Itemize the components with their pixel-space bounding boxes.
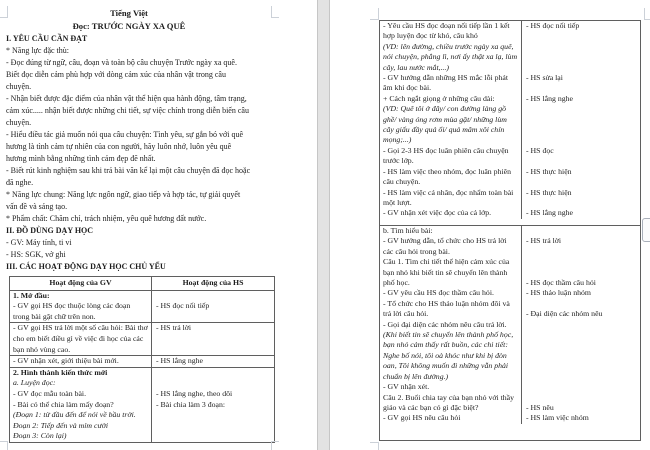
paragraph: III. CÁC HOẠT ĐỘNG DẠY HỌC CHỦ YẾU <box>6 262 166 271</box>
page1-body <box>6 33 252 273</box>
text-line: - Bài chia làm 3 đoạn: <box>156 399 226 409</box>
hs-cell <box>152 378 274 389</box>
text-line: - HS lắng nghe <box>156 356 203 366</box>
text-line: - GV nhận xét, giới thiệu bài mới. <box>13 356 119 366</box>
gv-cell <box>10 400 152 411</box>
paragraph: - Hiểu điều tác giả muốn nói qua câu chuyện: Tình yêu, sự gắn bó với quê hương là tình cảm tự nhiên của con người, hãy luôn nhớ, luôn yêu quê hương mình bằng những tình cảm đẹp đẽ nhất. <box>6 130 244 163</box>
text-line: - HS sửa lại <box>526 73 563 83</box>
gv-cell <box>10 291 152 302</box>
row-pair <box>380 257 640 278</box>
row-pair <box>380 288 640 298</box>
gv-column-header: Hoạt động của GV <box>10 277 152 290</box>
gv-cell <box>380 73 522 94</box>
row-pair <box>380 94 640 146</box>
gv-cell <box>10 421 152 432</box>
table-row <box>10 323 274 356</box>
hs-cell <box>152 368 274 379</box>
paragraph: - Nhận biết được đặc điểm của nhân vật thể hiện qua hành động, tâm trạng, cảm xúc..... nhận biết được những chi tiết, sự việc chính trong diễn biến câu chuyện. <box>6 94 249 127</box>
hs-cell <box>522 208 640 218</box>
hs-cell <box>522 320 640 393</box>
row-pair <box>10 291 274 302</box>
hs-cell <box>522 236 640 257</box>
row-pair <box>380 167 640 188</box>
table-body-page2 <box>380 21 640 440</box>
crop-mark <box>0 6 8 18</box>
gv-cell <box>380 288 522 298</box>
text-line: (VD: Quê tôi ở đây/ con đường làng gồ ghề/ vàng óng rơm mùa gặt/ những lùm cây giấu đầy quả ổi/ quả mâm xôi chín mọng;...) <box>383 104 507 145</box>
text-line: - GV gọi HS nêu câu hỏi <box>383 413 461 423</box>
text-line: + Cách ngắt giọng ở những câu dài: <box>383 93 495 103</box>
text-line: - Gọi đại diện các nhóm nêu câu trả lời. <box>383 319 507 329</box>
gv-cell <box>380 188 522 209</box>
hs-cell <box>152 291 274 302</box>
row-pair <box>10 431 274 442</box>
hs-cell <box>152 421 274 432</box>
text-line: - GV gọi HS trả lời một số câu hỏi: Bài thơ cho em biết điều gì về việc đi học của các bạn nhỏ vùng cao. <box>13 323 148 354</box>
paragraph: * Năng lực chung: Năng lực ngôn ngữ, giao tiếp và hợp tác, tự giải quyết vấn đề và sáng tạo. <box>6 190 241 211</box>
text-line: - HS làm việc cá nhân, đọc nhẩm toàn bài một lượt. <box>383 187 514 207</box>
document-title-line1: Tiếng Việt <box>110 8 148 18</box>
hs-cell <box>522 278 640 288</box>
gv-cell <box>380 236 522 257</box>
text-line: - Bài có thể chia làm mấy đoạn? <box>13 399 114 409</box>
text-line: - GV nhận xét. <box>383 382 430 392</box>
hs-cell <box>152 323 274 355</box>
hs-cell <box>522 257 640 278</box>
gv-cell <box>380 208 522 218</box>
hs-cell <box>152 356 274 367</box>
hs-cell <box>152 410 274 421</box>
crop-mark <box>271 441 279 450</box>
text-line: - HS đọc <box>526 145 554 155</box>
text-line: - GV đọc mẫu toàn bài. <box>13 388 87 398</box>
page-gutter <box>317 0 330 450</box>
hs-cell <box>522 393 640 414</box>
crop-mark <box>271 6 279 18</box>
row-pair <box>380 299 640 320</box>
crop-mark <box>370 8 379 20</box>
row-pair <box>380 208 640 218</box>
text-line: b. Tìm hiểu bài: <box>383 226 433 235</box>
gv-cell <box>380 167 522 188</box>
text-line: - GV nhận xét việc đọc của cả lớp. <box>383 208 492 218</box>
text-line: - HS lắng nghe <box>526 93 573 103</box>
gv-cell <box>380 320 522 393</box>
text-line: - Gọi 2-3 HS đọc luân phiên câu chuyện trước lớp. <box>383 145 509 166</box>
text-line: - HS lắng nghe <box>526 208 573 218</box>
document-title-line2: Đọc: TRƯỚC NGÀY XA QUÊ <box>72 21 186 31</box>
table-header-row <box>10 277 274 291</box>
activity-table-page2 <box>379 20 641 441</box>
row-pair <box>380 393 640 414</box>
gv-cell <box>10 356 152 367</box>
row-pair <box>380 226 640 236</box>
row-pair <box>10 421 274 432</box>
hs-column-header: Hoạt động của HS <box>182 278 244 287</box>
text-line: - HS thảo luận nhóm <box>526 288 591 298</box>
row-pair <box>380 236 640 257</box>
hs-cell <box>152 389 274 400</box>
gv-cell <box>380 94 522 146</box>
hs-cell <box>522 21 640 73</box>
gv-cell <box>380 413 522 423</box>
paragraph: * Năng lực đặc thù: <box>6 46 69 55</box>
table-body-page1 <box>10 291 274 442</box>
hs-cell <box>522 299 640 320</box>
hs-cell <box>522 167 640 188</box>
text-line: - HS trả lời <box>526 236 562 246</box>
gv-cell <box>380 146 522 167</box>
hs-cell <box>522 226 640 236</box>
text-line: 2. Hình thành kiến thức mới <box>13 367 108 377</box>
hs-cell <box>522 94 640 146</box>
crop-mark <box>0 441 8 450</box>
text-line: - HS thực hiện <box>526 187 572 197</box>
paragraph: - Biết rút kinh nghiệm sau khi trả bài văn kể lại một câu chuyện đã đọc hoặc đã nghe. <box>6 166 251 187</box>
hs-cell <box>522 188 640 209</box>
row-pair <box>380 146 640 167</box>
document-page-1[interactable] <box>0 0 318 450</box>
text-line: - HS trả lời <box>156 323 192 333</box>
crop-mark <box>370 442 379 450</box>
row-pair <box>10 323 274 355</box>
gv-cell <box>380 299 522 320</box>
hs-cell <box>152 400 274 411</box>
paragraph: - HS: SGK, vở ghi <box>6 250 66 259</box>
table-row <box>10 291 274 324</box>
document-page-2[interactable] <box>330 0 650 450</box>
text-line: - Tổ chức cho HS thảo luận nhóm đôi và trả lời câu hỏi. <box>383 298 510 319</box>
paragraph: I. YÊU CẦU CẦN ĐẠT <box>6 34 88 43</box>
gv-cell <box>380 21 522 73</box>
text-line: - HS đọc thầm câu hỏi <box>526 278 596 288</box>
paragraph: * Phẩm chất: Chăm chỉ, trách nhiệm, yêu quê hương đất nước. <box>6 214 207 223</box>
row-pair <box>10 301 274 322</box>
text-line: - HS đọc nối tiếp <box>156 301 210 311</box>
row-pair <box>10 389 274 400</box>
text-line: - GV yêu cầu HS đọc thầm câu hỏi. <box>383 288 494 298</box>
gv-cell <box>10 301 152 322</box>
text-line: (Đoạn 1: từ đầu đến để nói về bầu trời. <box>13 410 136 420</box>
crop-mark <box>644 8 650 20</box>
paragraph: II. ĐỒ DÙNG DẠY HỌC <box>6 226 94 235</box>
table-row <box>10 356 274 368</box>
hs-cell <box>152 301 274 322</box>
text-line: phố học. <box>383 278 410 288</box>
gv-cell <box>10 410 152 421</box>
text-line: - Yêu cầu HS đọc đoạn nối tiếp lần 1 kết hợp luyện đọc từ khó, câu khó <box>383 21 510 41</box>
row-pair <box>380 73 640 94</box>
text-line: (VD: lên đường, chiều trước ngày xa quê, nói chuyện, phẳng lì, nơi ấy thật xa lạ, lùm cây, lau nước mắt,...) <box>383 41 518 72</box>
hs-cell <box>152 431 274 442</box>
text-line: Đoạn 2: Tiếp đến và mỉm cười <box>13 420 109 430</box>
text-line: - GV hướng dẫn, tổ chức cho HS trả lời các câu hỏi trong bài. <box>383 236 507 256</box>
text-line: - HS đọc nối tiếp <box>526 21 580 30</box>
text-line: Câu 2. Buổi chia tay của bạn nhỏ với thầy giáo và các bạn có gì đặc biệt? <box>383 392 515 412</box>
text-line: - Đại diện các nhóm nêu <box>526 308 603 318</box>
page1-content <box>0 0 318 443</box>
row-pair <box>10 400 274 411</box>
table-row <box>380 226 640 440</box>
gv-cell <box>10 323 152 355</box>
gv-cell <box>10 368 152 379</box>
hs-cell <box>522 73 640 94</box>
gv-cell <box>10 431 152 442</box>
hs-cell <box>522 413 640 423</box>
text-line: - HS nêu <box>526 402 554 412</box>
hs-cell <box>522 146 640 167</box>
paragraph: - Đọc đúng từ ngữ, câu, đoạn và toàn bộ câu chuyện Trước ngày xa quê. Biết đọc diễn cảm phù hợp với dòng cảm xúc của nhân vật trong câu chuyện. <box>6 58 237 91</box>
text-line: 1. Mở đầu: <box>13 290 50 300</box>
scroll-widget[interactable] <box>642 218 650 242</box>
row-pair <box>380 188 640 209</box>
table-row <box>380 21 640 226</box>
row-pair <box>380 278 640 288</box>
text-line: - GV gọi HS đọc thuộc lòng các đoạn trong bài gặt chữ trên non. <box>13 301 131 321</box>
activity-table-page1 <box>9 276 275 443</box>
text-line: Câu 1. Tìm chi tiết thể hiện cảm xúc của bạn nhỏ khi biết tin sẽ chuyển lên thành <box>383 257 510 277</box>
row-pair <box>380 21 640 73</box>
text-line: - HS làm việc theo nhóm, đọc luân phiên câu chuyện. <box>383 166 511 187</box>
row-pair <box>10 410 274 421</box>
row-pair <box>10 356 274 367</box>
row-pair <box>10 378 274 389</box>
hs-cell <box>522 288 640 298</box>
gv-cell <box>380 257 522 278</box>
table-row <box>10 368 274 442</box>
gv-cell <box>380 226 522 236</box>
row-pair <box>380 413 640 423</box>
text-line: - HS lắng nghe, theo dõi <box>156 388 233 398</box>
gv-cell <box>380 278 522 288</box>
text-line: - GV hướng dẫn những HS mắc lỗi phát âm khi đọc bài. <box>383 73 509 93</box>
row-pair <box>10 368 274 379</box>
row-pair <box>380 320 640 393</box>
text-line: - HS thực hiện <box>526 166 572 176</box>
gv-cell <box>380 393 522 414</box>
text-line: (Khi biết tin sẽ chuyển lên thành phố học, bạn nhỏ cảm thấy rất buồn, các chi tiết: Nghe bố nói, tôi oà khóc như khi bị đòn oan, Tôi không muốn đi những vẫn phải chuẩn bị lên đường.) <box>383 330 514 381</box>
text-line: - HS làm việc nhóm <box>526 413 589 423</box>
paragraph: - GV: Máy tính, ti vi <box>6 238 72 247</box>
text-line: a. Luyện đọc: <box>13 378 56 388</box>
text-line: Đoạn 3: Còn lại) <box>13 431 67 441</box>
gv-cell <box>10 378 152 389</box>
gv-cell <box>10 389 152 400</box>
